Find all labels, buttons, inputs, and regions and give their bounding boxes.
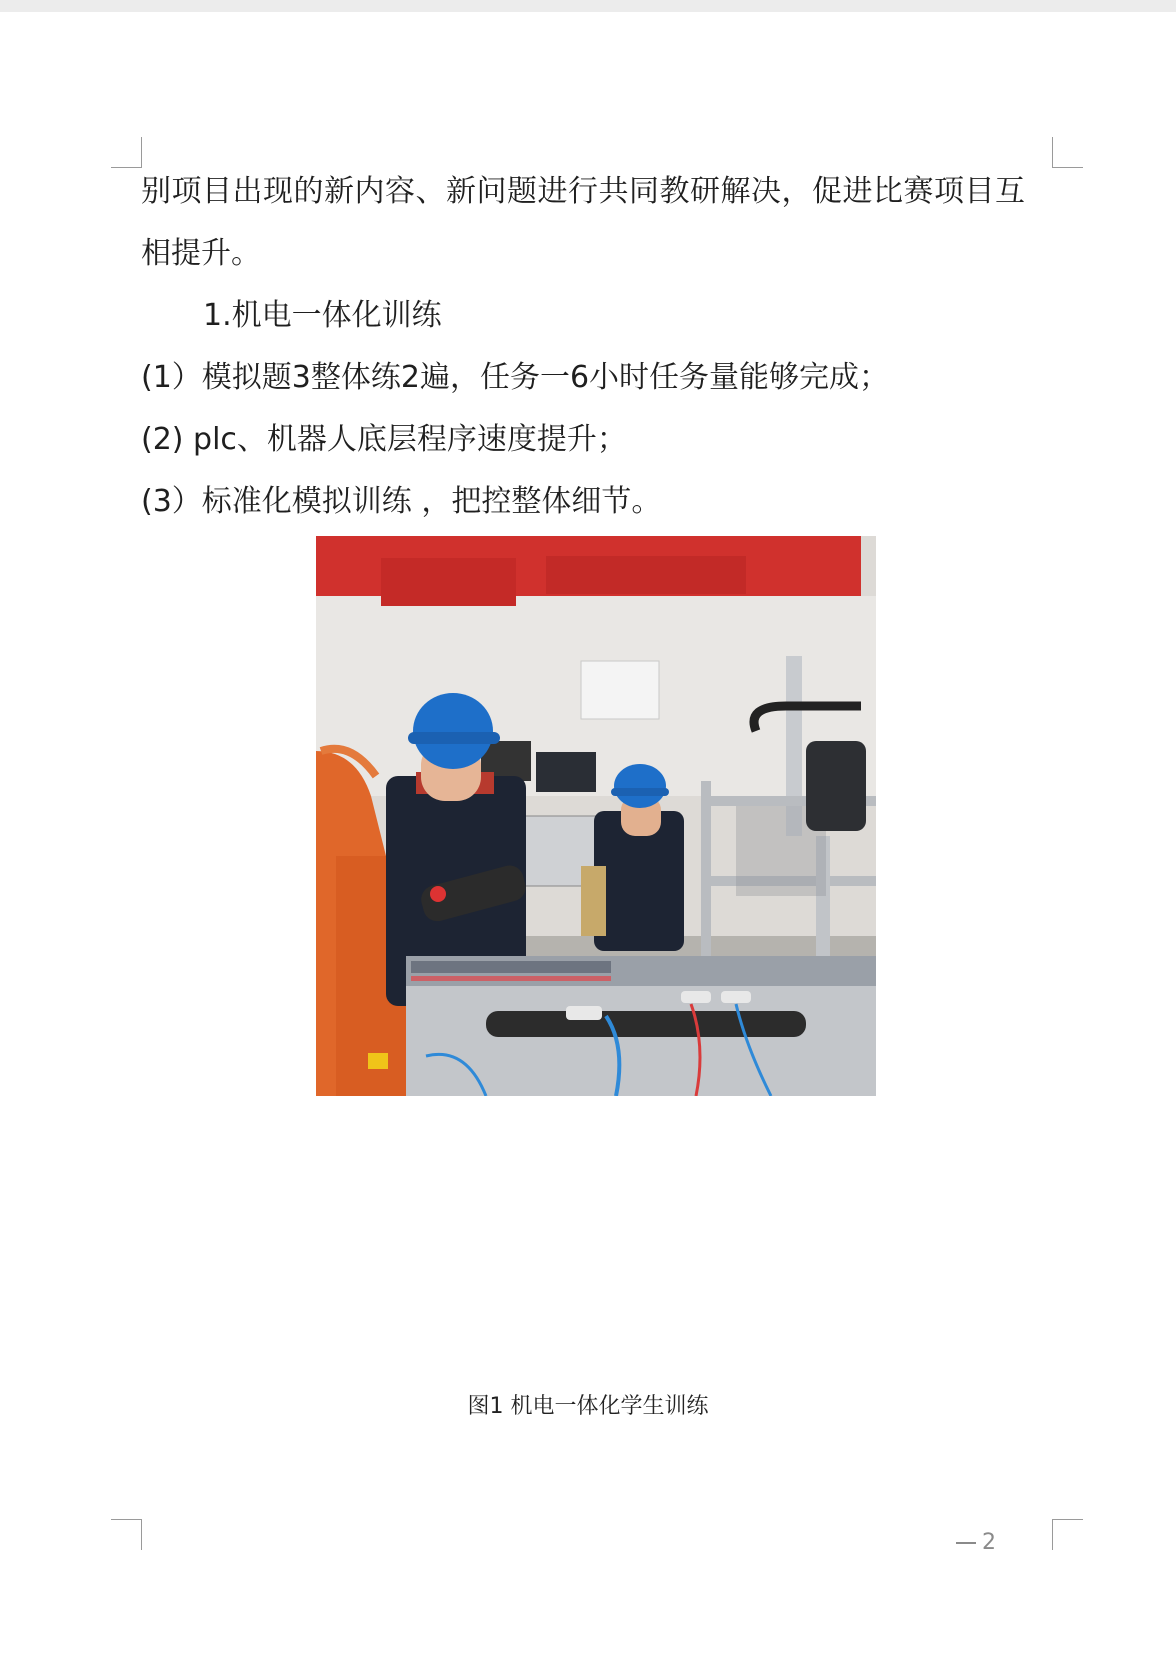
- page-number-dash: [956, 1542, 976, 1544]
- paragraph-line-1: 别项目出现的新内容、新问题进行共同教研解决，促进比赛项目互: [141, 174, 1026, 209]
- crop-mark-bottom-right: [1052, 1519, 1083, 1550]
- page-number-value: 2: [982, 1530, 996, 1555]
- training-photo: [316, 536, 876, 1096]
- paragraph-line-2: 相提升。: [141, 236, 261, 271]
- figure-caption: 图1 机电一体化学生训练: [467, 1394, 709, 1419]
- crop-mark-top-right: [1052, 137, 1083, 168]
- document-page: [0, 12, 1176, 1671]
- list-item-1: (1）模拟题3整体练2遍，任务一6小时任务量能够完成；: [141, 360, 890, 395]
- crop-mark-top-left: [111, 137, 142, 168]
- crop-mark-bottom-left: [111, 1519, 142, 1550]
- list-item-2: (2) plc、机器人底层程序速度提升；: [141, 422, 627, 457]
- list-item-3: (3）标准化模拟训练 ，把控整体细节。: [141, 484, 662, 519]
- page-number: [956, 1530, 996, 1555]
- section-heading: 1.机电一体化训练: [203, 298, 442, 333]
